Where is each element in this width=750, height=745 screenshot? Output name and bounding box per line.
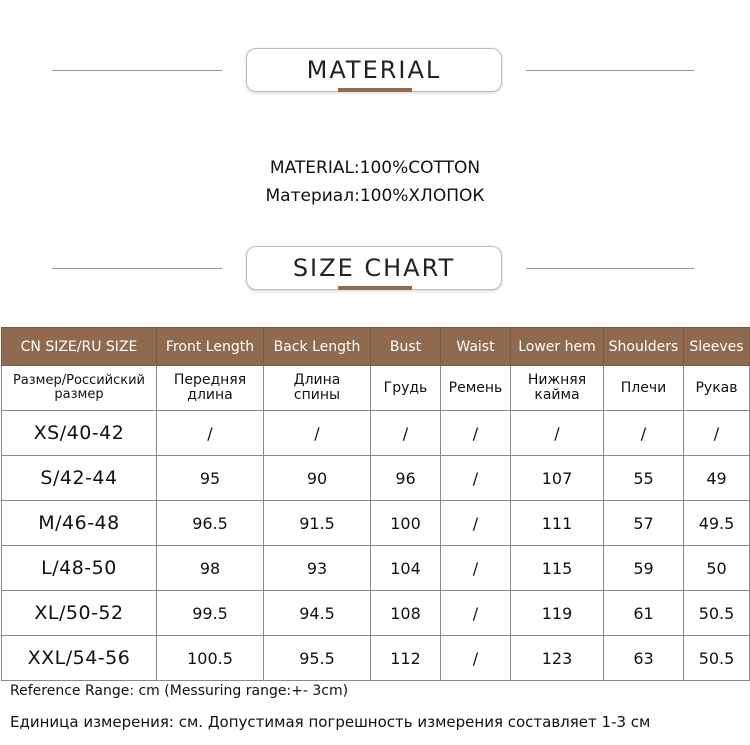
measurement-cell: 90 bbox=[264, 456, 371, 501]
size-chart-section-header bbox=[0, 246, 750, 292]
measurement-cell: 96.5 bbox=[157, 501, 264, 546]
measurement-cell: 115 bbox=[511, 546, 604, 591]
column-header-ru-line: Длина bbox=[293, 372, 341, 388]
measurement-cell: 98 bbox=[157, 546, 264, 591]
table-row bbox=[2, 411, 750, 456]
material-title: MATERIAL bbox=[246, 48, 502, 92]
column-header-ru-line: Нижняя bbox=[527, 372, 587, 388]
column-header-ru bbox=[684, 366, 750, 411]
column-header: Shoulders bbox=[604, 328, 684, 366]
measurement-cell: 49 bbox=[684, 456, 750, 501]
column-header-ru bbox=[604, 366, 684, 411]
measurement-cell: 119 bbox=[511, 591, 604, 636]
measurement-cell: 63 bbox=[604, 636, 684, 681]
column-header-ru bbox=[157, 366, 264, 411]
measurement-cell: / bbox=[441, 501, 511, 546]
column-header: Sleeves bbox=[684, 328, 750, 366]
header-rule-right bbox=[526, 70, 694, 71]
measurement-cell: 100.5 bbox=[157, 636, 264, 681]
measurement-cell: 55 bbox=[604, 456, 684, 501]
measurement-cell: 112 bbox=[371, 636, 441, 681]
column-header: Back Length bbox=[264, 328, 371, 366]
measurement-cell: 108 bbox=[371, 591, 441, 636]
size-chart-table bbox=[1, 327, 750, 681]
measurement-cell: 95.5 bbox=[264, 636, 371, 681]
measurement-cell: 100 bbox=[371, 501, 441, 546]
material-section-header bbox=[0, 48, 750, 94]
column-header: Lower hem bbox=[511, 328, 604, 366]
column-header: Bust bbox=[371, 328, 441, 366]
column-header-ru-line: спины bbox=[293, 387, 341, 403]
measurement-cell: 61 bbox=[604, 591, 684, 636]
header-rule-left bbox=[52, 268, 222, 269]
table-row bbox=[2, 456, 750, 501]
table-row bbox=[2, 501, 750, 546]
measurement-cell: / bbox=[441, 591, 511, 636]
table-row bbox=[2, 636, 750, 681]
size-label-cell: XXL/54-56 bbox=[2, 636, 157, 681]
column-header-ru-line: Грудь bbox=[383, 379, 428, 396]
measurement-cell: 94.5 bbox=[264, 591, 371, 636]
reference-range-note-ru: Единица измерения: см. Допустимая погрешность измерения составляет 1-3 см bbox=[10, 713, 651, 731]
measurement-cell: 96 bbox=[371, 456, 441, 501]
size-label-cell: M/46-48 bbox=[2, 501, 157, 546]
column-header-ru bbox=[441, 366, 511, 411]
measurement-cell: 104 bbox=[371, 546, 441, 591]
column-header-ru-line: Передняя bbox=[173, 372, 247, 388]
measurement-cell: / bbox=[441, 546, 511, 591]
reference-range-note: Reference Range: cm (Messuring range:+- 3cm) bbox=[10, 683, 349, 699]
column-header-ru-line: Рукав bbox=[695, 379, 738, 396]
header-rule-left bbox=[52, 70, 222, 71]
measurement-cell: 123 bbox=[511, 636, 604, 681]
column-header-ru-line: Размер/Российский bbox=[12, 373, 146, 388]
column-header: Front Length bbox=[157, 328, 264, 366]
measurement-cell: 95 bbox=[157, 456, 264, 501]
column-header-ru bbox=[2, 366, 157, 411]
column-header: CN SIZE/RU SIZE bbox=[2, 328, 157, 366]
table-header-row-ru bbox=[2, 366, 750, 411]
column-header-ru bbox=[264, 366, 371, 411]
size-label-cell: XS/40-42 bbox=[2, 411, 157, 456]
column-header-ru-line: Плечи bbox=[620, 379, 667, 396]
measurement-cell: 50 bbox=[684, 546, 750, 591]
table-row bbox=[2, 591, 750, 636]
measurement-cell: / bbox=[441, 456, 511, 501]
table-row bbox=[2, 546, 750, 591]
size-label-cell: XL/50-52 bbox=[2, 591, 157, 636]
measurement-cell: 50.5 bbox=[684, 636, 750, 681]
column-header-ru bbox=[511, 366, 604, 411]
material-ru: Материал:100%ХЛОПОК bbox=[265, 186, 485, 206]
measurement-cell: / bbox=[441, 636, 511, 681]
measurement-cell: / bbox=[371, 411, 441, 456]
measurement-cell: / bbox=[684, 411, 750, 456]
size-chart-title: SIZE CHART bbox=[246, 246, 502, 290]
measurement-cell: 93 bbox=[264, 546, 371, 591]
column-header-ru-line: кайма bbox=[534, 387, 580, 403]
measurement-cell: / bbox=[604, 411, 684, 456]
measurement-cell: / bbox=[264, 411, 371, 456]
measurement-cell: 59 bbox=[604, 546, 684, 591]
column-header-ru bbox=[371, 366, 441, 411]
table-header-row bbox=[2, 328, 750, 366]
size-label-cell: S/42-44 bbox=[2, 456, 157, 501]
column-header-ru-line: Ремень bbox=[448, 379, 503, 396]
column-header-ru-line: размер bbox=[54, 387, 104, 402]
measurement-cell: 50.5 bbox=[684, 591, 750, 636]
column-header-ru-line: длина bbox=[187, 387, 233, 403]
measurement-cell: / bbox=[441, 411, 511, 456]
measurement-cell: / bbox=[157, 411, 264, 456]
header-rule-right bbox=[526, 268, 694, 269]
measurement-cell: 91.5 bbox=[264, 501, 371, 546]
column-header: Waist bbox=[441, 328, 511, 366]
measurement-cell: 57 bbox=[604, 501, 684, 546]
material-en: MATERIAL:100%COTTON bbox=[269, 158, 481, 178]
header-accent-bar bbox=[338, 88, 412, 92]
size-label-cell: L/48-50 bbox=[2, 546, 157, 591]
measurement-cell: 99.5 bbox=[157, 591, 264, 636]
measurement-cell: 49.5 bbox=[684, 501, 750, 546]
measurement-cell: / bbox=[511, 411, 604, 456]
header-accent-bar bbox=[338, 286, 412, 290]
measurement-cell: 107 bbox=[511, 456, 604, 501]
measurement-cell: 111 bbox=[511, 501, 604, 546]
material-info bbox=[0, 154, 750, 210]
